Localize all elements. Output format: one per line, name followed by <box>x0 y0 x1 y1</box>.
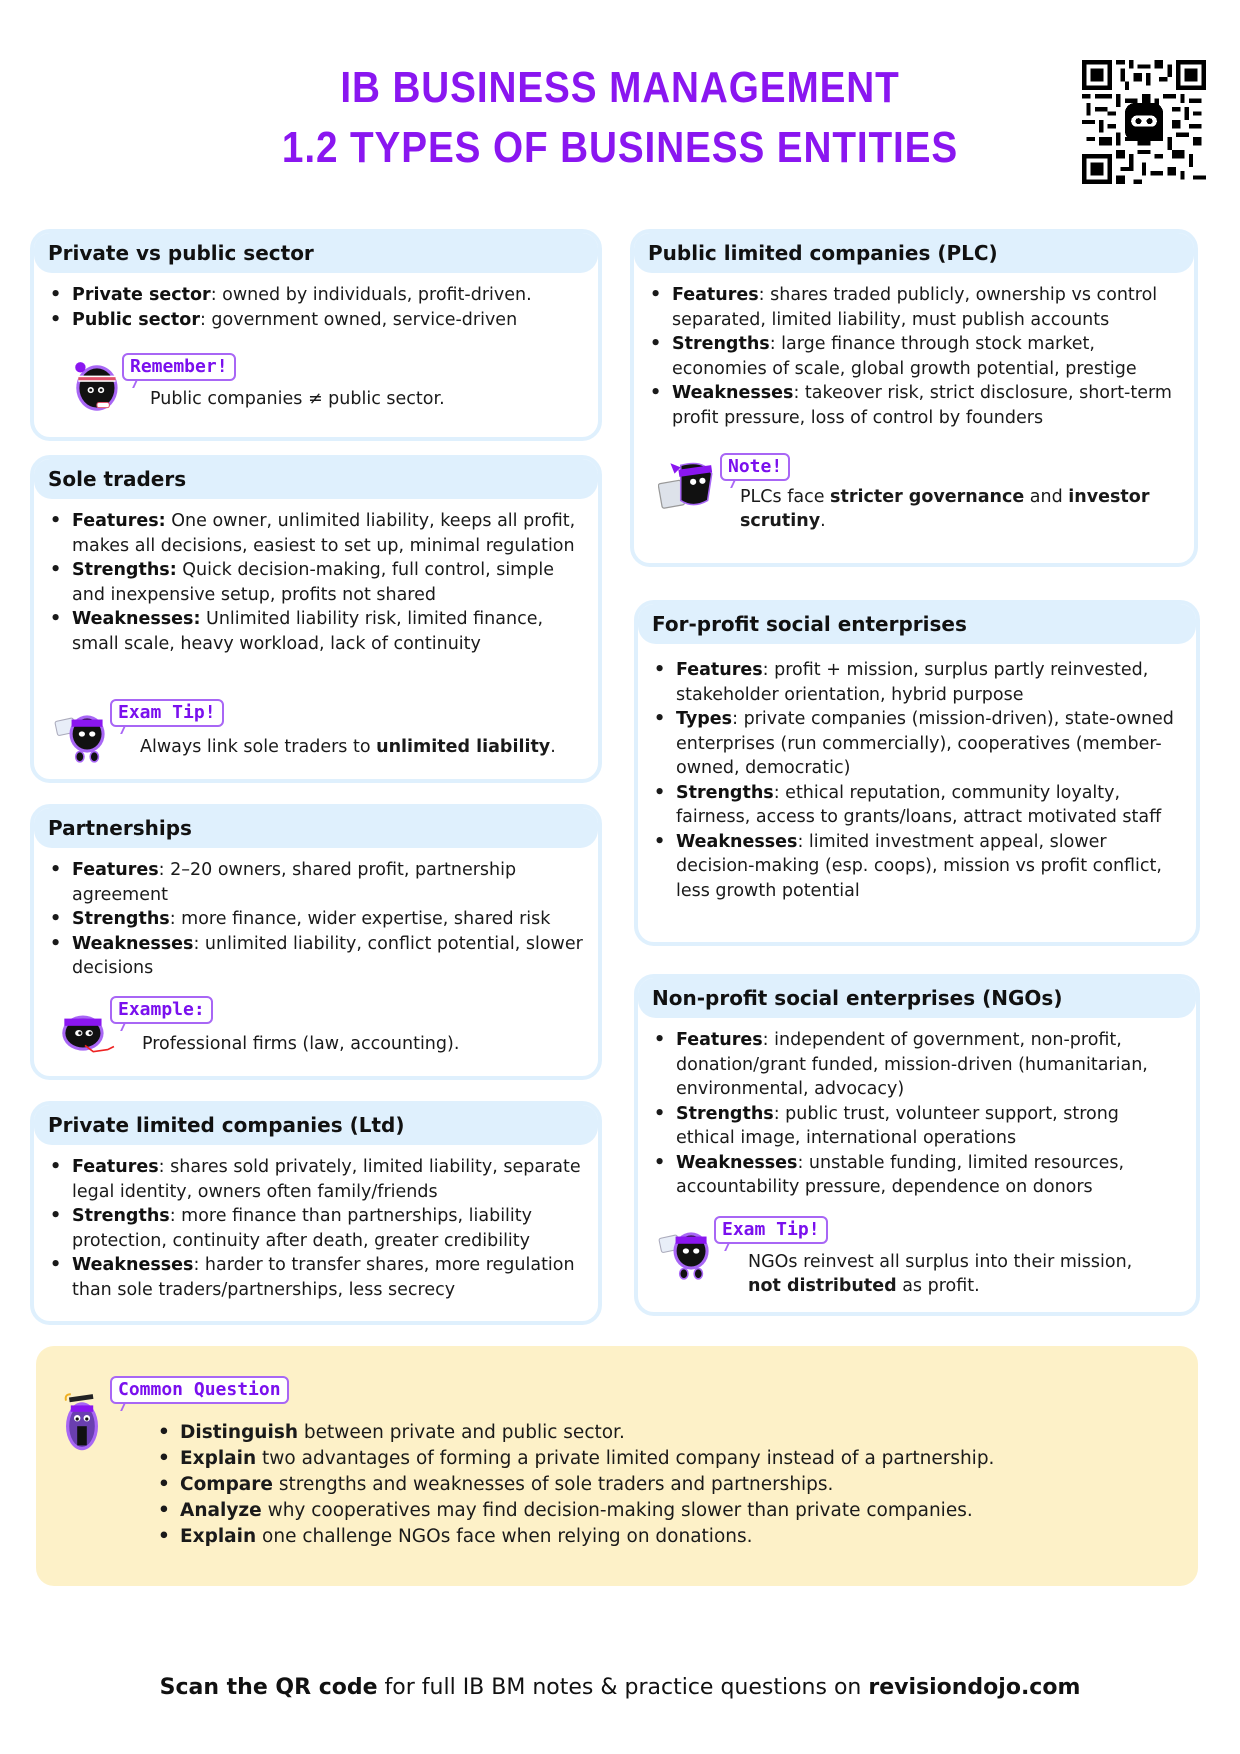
list-item: • Features: shares traded publicly, ownership vs control separated, limited liability, must publish accounts <box>648 283 1180 332</box>
item-label: Public sector <box>72 309 200 330</box>
item-text: harder to transfer shares, more regulation than sole traders/partnerships, less secrecy <box>72 1255 575 1300</box>
question-item: • Explain one challenge NGOs face when relying on donations. <box>156 1524 994 1550</box>
bullet-list <box>638 644 1196 903</box>
title-line-2: 1.2 TYPES OF BUSINESS ENTITIES <box>281 123 959 172</box>
item-text: One owner, unlimited liability, keeps all profit, makes all decisions, easiest to set up, minimal regulation <box>72 511 576 556</box>
item-label: Strengths <box>676 782 774 803</box>
item-text: shares traded publicly, ownership vs control separated, limited liability, must publish accounts <box>672 285 1158 330</box>
item-label: Weaknesses <box>672 383 794 403</box>
item-label: Strengths <box>676 1103 774 1124</box>
item-text: private companies (mission-driven), state-owned enterprises (run commercially), cooperatives (member-owned, democratic) <box>676 709 1174 778</box>
card-private-vs-public-sector <box>30 229 602 441</box>
list-item: • Strengths: large finance through stock market, economies of scale, global growth potential, prestige <box>648 332 1180 381</box>
list-item: • Features: shares sold privately, limited liability, separate legal identity, owners often family/friends <box>48 1155 584 1204</box>
list-item <box>48 509 584 558</box>
list-item: • Public sector: government owned, service-driven <box>48 308 584 333</box>
footer-site-link[interactable]: revisiondojo.com <box>868 1675 1081 1700</box>
list-item: • Features: profit + mission, surplus partly reinvested, stakeholder orientation, hybrid purpose <box>652 658 1182 707</box>
item-text: more finance, wider expertise, shared risk <box>181 909 551 929</box>
item-label: Features <box>72 1157 159 1177</box>
bullet-list <box>34 273 598 332</box>
bullet-list <box>34 1145 598 1302</box>
list-item: • Features: 2–20 owners, shared profit, partnership agreement <box>48 858 584 907</box>
callout-text: Public companies ≠ public sector. <box>150 389 445 409</box>
list-item: • Weaknesses: takeover risk, strict disclosure, short-term profit pressure, loss of control by founders <box>648 381 1180 430</box>
ninja-mascot-icon <box>54 1000 116 1062</box>
question-item: • Analyze why cooperatives may find decision-making slower than private companies. <box>156 1498 994 1524</box>
question-list <box>156 1420 994 1550</box>
card-title: Public limited companies (PLC) <box>634 233 1194 273</box>
item-label: Weaknesses <box>72 933 194 954</box>
example-tag: Example: <box>110 996 213 1024</box>
card-for-profit-social-enterprises <box>634 600 1200 946</box>
item-label: Strengths: <box>72 560 177 580</box>
list-item: • Weaknesses: limited investment appeal, slower decision-making (esp. coops), mission vs profit conflict, less growth potential <box>652 830 1182 904</box>
item-label: Features <box>72 860 159 880</box>
title-line-1: IB BUSINESS MANAGEMENT <box>340 63 900 112</box>
item-label: Types <box>676 709 733 729</box>
item-label: Weaknesses: <box>72 609 201 629</box>
callout-text: PLCs face stricter governance and investor scrutiny. <box>740 487 1150 531</box>
item-label: Private sector <box>72 285 211 305</box>
remember-tag: Remember! <box>122 353 236 381</box>
list-item: • Features: independent of government, non-profit, donation/grant funded, mission-driven (humanitarian, environmental, advocacy) <box>652 1028 1182 1102</box>
question-item: • Compare strengths and weaknesses of sole traders and partnerships. <box>156 1472 994 1498</box>
ninja-mascot-icon <box>54 703 116 765</box>
common-question-tag: Common Question <box>110 1376 289 1404</box>
list-item: • Strengths: ethical reputation, community loyalty, fairness, access to grants/loans, attract motivated staff <box>652 781 1182 830</box>
question-item: • Distinguish between private and public sector. <box>156 1420 994 1446</box>
card-non-profit-social-enterprises <box>634 974 1200 1316</box>
bullet-list <box>34 848 598 981</box>
item-text: unlimited liability, conflict potential, slower decisions <box>72 933 583 978</box>
list-item: • Private sector: owned by individuals, profit-driven. <box>48 283 584 308</box>
item-text: unstable funding, limited resources, accountability pressure, dependence on donors <box>676 1152 1125 1197</box>
exam-tip-tag: Exam Tip! <box>110 699 224 727</box>
list-item: • Weaknesses: unlimited liability, conflict potential, slower decisions <box>48 932 584 981</box>
item-text: independent of government, non-profit, donation/grant funded, mission-driven (humanitarian, environmental, advocacy) <box>676 1030 1148 1099</box>
common-question-panel <box>36 1346 1198 1586</box>
item-text: Unlimited liability risk, limited finance, small scale, heavy workload, lack of continuity <box>72 609 544 654</box>
item-label: Features: <box>72 511 166 531</box>
item-text: public trust, volunteer support, strong ethical image, international operations <box>676 1103 1119 1148</box>
qr-code-icon[interactable] <box>1082 60 1206 184</box>
item-label: Features <box>672 285 759 305</box>
bullet-list <box>634 273 1194 430</box>
ninja-mascot-icon <box>658 455 720 517</box>
item-text: profit + mission, surplus partly reinvested, stakeholder orientation, hybrid purpose <box>676 660 1149 705</box>
list-item: • Strengths: more finance, wider expertise, shared risk <box>48 907 584 932</box>
item-text: Quick decision-making, full control, simple and inexpensive setup, profits not shared <box>72 560 554 605</box>
item-label: Features <box>676 660 763 680</box>
callout-text: NGOs reinvest all surplus into their mission, not distributed as profit. <box>748 1252 1133 1296</box>
card-title: For-profit social enterprises <box>638 604 1196 644</box>
callout-text: Always link sole traders to unlimited liability. <box>140 737 556 757</box>
item-label: Weaknesses <box>676 1152 798 1173</box>
item-label: Strengths <box>72 909 170 929</box>
item-label: Weaknesses <box>676 831 798 852</box>
exam-tip-callout <box>658 1216 1198 1306</box>
item-text: large finance through stock market, economies of scale, global growth potential, prestige <box>672 334 1137 379</box>
card-title: Private limited companies (Ltd) <box>34 1105 598 1145</box>
list-item <box>48 558 584 607</box>
note-tag: Note! <box>720 453 790 481</box>
card-public-limited-companies <box>630 229 1198 567</box>
footer-cta: Scan the QR code for full IB BM notes & practice questions on revisiondojo.com <box>159 1675 1081 1700</box>
exam-tip-callout <box>54 699 594 769</box>
item-text: government owned, service-driven <box>211 309 518 330</box>
item-text: takeover risk, strict disclosure, short-term profit pressure, loss of control by founders <box>672 383 1172 428</box>
callout-text: Professional firms (law, accounting). <box>142 1034 460 1054</box>
page-title <box>74 58 1165 178</box>
exam-tip-tag: Exam Tip! <box>714 1216 828 1244</box>
item-label: Weaknesses <box>72 1255 194 1275</box>
footer-scan-qr: Scan the QR code <box>159 1675 378 1700</box>
item-label: Strengths <box>72 1206 170 1226</box>
card-partnerships <box>30 804 602 1080</box>
item-text: 2–20 owners, shared profit, partnership agreement <box>72 860 517 905</box>
question-item: • Explain two advantages of forming a private limited company instead of a partnership. <box>156 1446 994 1472</box>
card-sole-traders <box>30 455 602 783</box>
item-text: shares sold privately, limited liability, separate legal identity, owners often family/friends <box>72 1157 581 1202</box>
example-callout <box>54 996 594 1066</box>
note-callout <box>658 453 1198 543</box>
list-item <box>48 607 584 656</box>
list-item: • Weaknesses: harder to transfer shares, more regulation than sole traders/partnerships, less secrecy <box>48 1253 584 1302</box>
item-text: ethical reputation, community loyalty, fairness, access to grants/loans, attract motivated staff <box>676 782 1162 827</box>
bullet-list <box>638 1018 1196 1200</box>
bullet-list <box>34 499 598 656</box>
ninja-mascot-icon <box>68 357 130 419</box>
item-text: owned by individuals, profit-driven. <box>222 285 532 305</box>
graduate-ninja-mascot-icon <box>58 1390 106 1456</box>
item-label: Features <box>676 1030 763 1050</box>
card-title: Private vs public sector <box>34 233 598 273</box>
list-item: • Strengths: more finance than partnerships, liability protection, continuity after death, greater credibility <box>48 1204 584 1253</box>
card-title: Sole traders <box>34 459 598 499</box>
card-title: Non-profit social enterprises (NGOs) <box>638 978 1196 1018</box>
item-label: Strengths <box>672 334 770 354</box>
card-title: Partnerships <box>34 808 598 848</box>
item-text: more finance than partnerships, liability protection, continuity after death, greater credibility <box>72 1206 533 1251</box>
ninja-mascot-icon <box>658 1220 720 1282</box>
list-item: • Types: private companies (mission-driven), state-owned enterprises (run commercially), cooperatives (member-owned, democratic) <box>652 707 1182 781</box>
list-item: • Weaknesses: unstable funding, limited resources, accountability pressure, dependence on donors <box>652 1151 1182 1200</box>
item-text: limited investment appeal, slower decision-making (esp. coops), mission vs profit conflict, less growth potential <box>676 831 1162 901</box>
list-item: • Strengths: public trust, volunteer support, strong ethical image, international operations <box>652 1102 1182 1151</box>
card-private-limited-companies <box>30 1101 602 1325</box>
remember-callout <box>68 353 588 423</box>
